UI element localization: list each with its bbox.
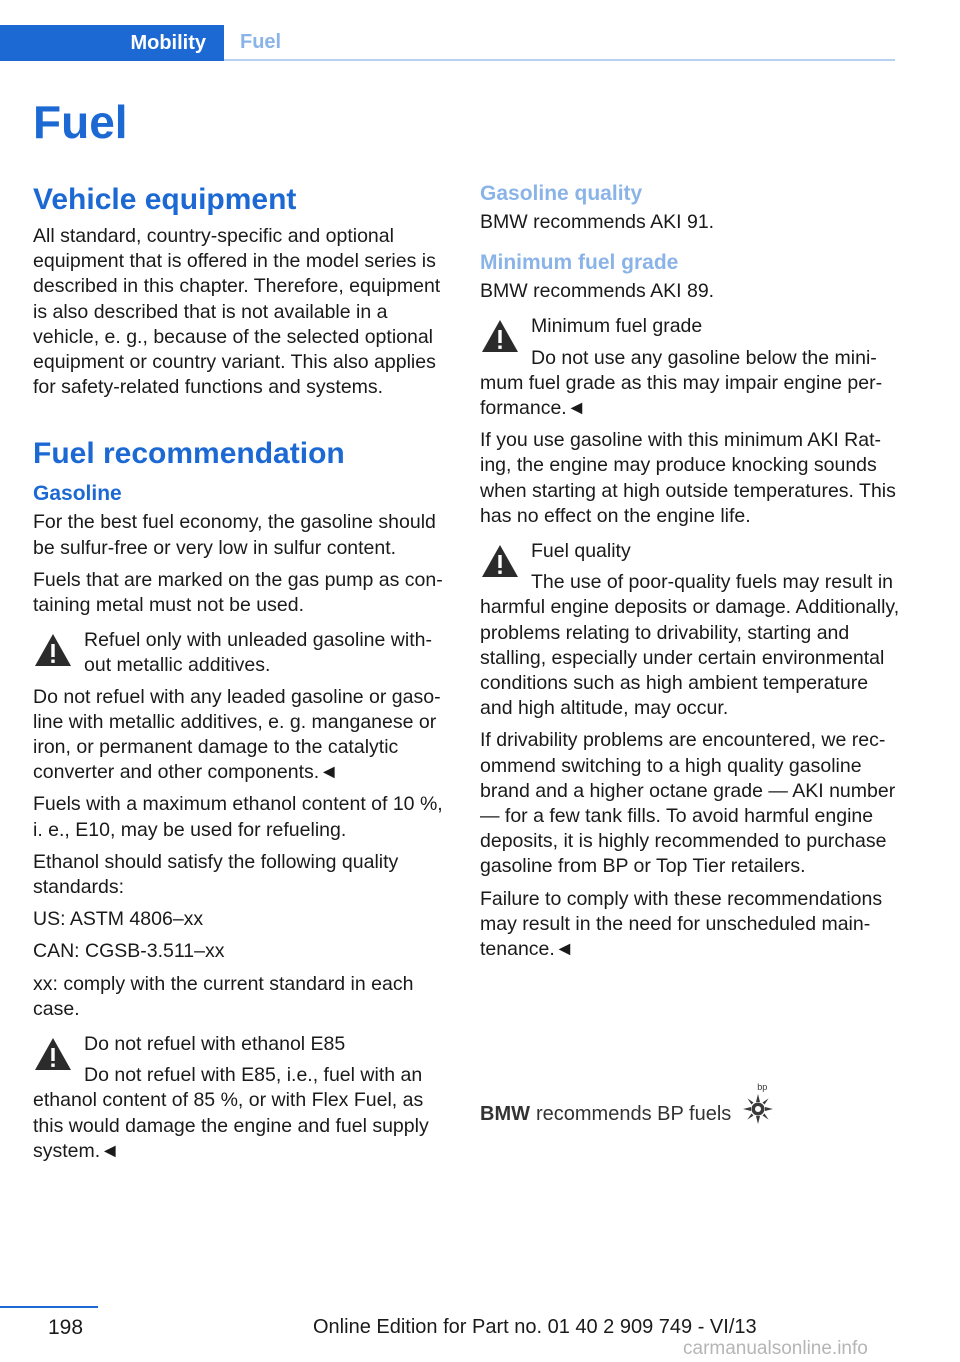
paragraph-vehicle-equipment: All standard, country-specific and optional equipment that is offered in the model series is described in this chapter. Therefore, equipment is also described that is not available in a vehicle, e. g., because of the selected optional equipment or country variant. This also applies for safety-related functions and systems. (33, 225, 441, 399)
warning-title: Fuel quality (531, 540, 631, 563)
warning-triangle-icon (33, 632, 73, 668)
warning-fuel-quality (480, 539, 900, 721)
page-number: 198 (48, 1316, 84, 1339)
warning-body: Do not use any gasoline below the minimum fuel grade as this may impair engine performance.◄ (480, 346, 883, 420)
paragraph-us-standard: US: ASTM 4806–xx (33, 908, 204, 931)
header-tabs (0, 25, 895, 61)
bp-recommendation-text: recommends BP fuels (535, 1103, 732, 1125)
warning-triangle-icon (480, 318, 520, 354)
bp-recommendation-banner (480, 1078, 780, 1126)
heading-gasoline: Gasoline (33, 482, 122, 506)
paragraph-ethanol-standards: Ethanol should satisfy the following quality standards: (33, 850, 399, 899)
warning-title: Do not refuel with ethanol E85 (84, 1033, 346, 1056)
warning-triangle-icon (33, 1036, 73, 1072)
bp-helios-logo-icon (743, 1082, 777, 1126)
heading-gasoline-quality: Gasoline quality (480, 182, 643, 205)
warning-title: Refuel only with unleaded gasoline without metallic additives. (84, 629, 432, 677)
paragraph-aki-89: BMW recommends AKI 89. (480, 280, 715, 303)
online-edition-text: Online Edition for Part no. 01 40 2 909 749 - VI/13 (313, 1316, 757, 1338)
footer-rule (0, 1306, 98, 1308)
warning-triangle-icon (480, 543, 520, 579)
right-column (480, 180, 900, 969)
paragraph-failure: Failure to comply with these recommendations may result in the need for unscheduled maintenance.◄ (480, 887, 883, 961)
paragraph-drivability: If drivability problems are encountered, we recommend switching to a high quality gasoline brand and a higher octane grade — AKI number — for a few tank fills. To avoid harmful engine deposits, it is highly recommended to purchase gasoline from BP or Top Tier retailers. (480, 729, 896, 878)
page-title: Fuel (33, 96, 128, 148)
bmw-wordmark: BMW (480, 1103, 530, 1125)
warning-body: Do not refuel with E85, i.e., fuel with an ethanol content of 85 %, or with Flex Fuel, as this would damage the engine and fuel supply system.◄ (33, 1064, 429, 1162)
warning-body: The use of poor-quality fuels may result in harmful engine deposits or damage. Additionally, problems relating to drivability, starting and stalling, especially under certain environmental conditions such as high ambient temperature and high altitude, may occur. (480, 571, 900, 720)
warning-body: Do not refuel with any leaded gasoline or gasoline with metallic additives, e. g. manganese or iron, or permanent damage to the catalytic converter and other components.◄ (33, 685, 441, 784)
paragraph-knocking: If you use gasoline with this minimum AKI Rating, the engine may produce knocking sounds when starting at high outside temperatures. This has no effect on the engine life. (480, 429, 896, 527)
paragraph-ethanol-content: Fuels with a maximum ethanol content of 10 %, i. e., E10, may be used for refueling. (33, 793, 443, 841)
paragraph-aki-91: BMW recommends AKI 91. (480, 211, 715, 233)
heading-minimum-fuel-grade: Minimum fuel grade (480, 251, 679, 275)
tab-fuel[interactable]: Fuel (224, 25, 895, 61)
bp-sunburst-icon (743, 1094, 773, 1124)
heading-vehicle-equipment: Vehicle equipment (33, 183, 297, 216)
paragraph-gasoline-metal: Fuels that are marked on the gas pump as containing metal must not be used. (33, 568, 443, 617)
warning-title: Minimum fuel grade (531, 315, 703, 338)
paragraph-can-standard: CAN: CGSB-3.511–xx (33, 940, 225, 963)
heading-fuel-recommendation: Fuel recommendation (33, 437, 345, 471)
tab-mobility[interactable]: Mobility (0, 25, 224, 61)
paragraph-gasoline-sulfur: For the best fuel economy, the gasoline should be sulfur-free or very low in sulfur content. (33, 511, 436, 559)
bp-logo-text: bp (757, 1082, 768, 1092)
paragraph-xx-note: xx: comply with the current standard in each case. (33, 972, 414, 1020)
warning-e85 (33, 1032, 451, 1164)
watermark: carmanualsonline.info (683, 1338, 868, 1359)
warning-unleaded (33, 628, 451, 785)
left-column (33, 180, 451, 1171)
warning-minimum-grade (480, 314, 900, 421)
